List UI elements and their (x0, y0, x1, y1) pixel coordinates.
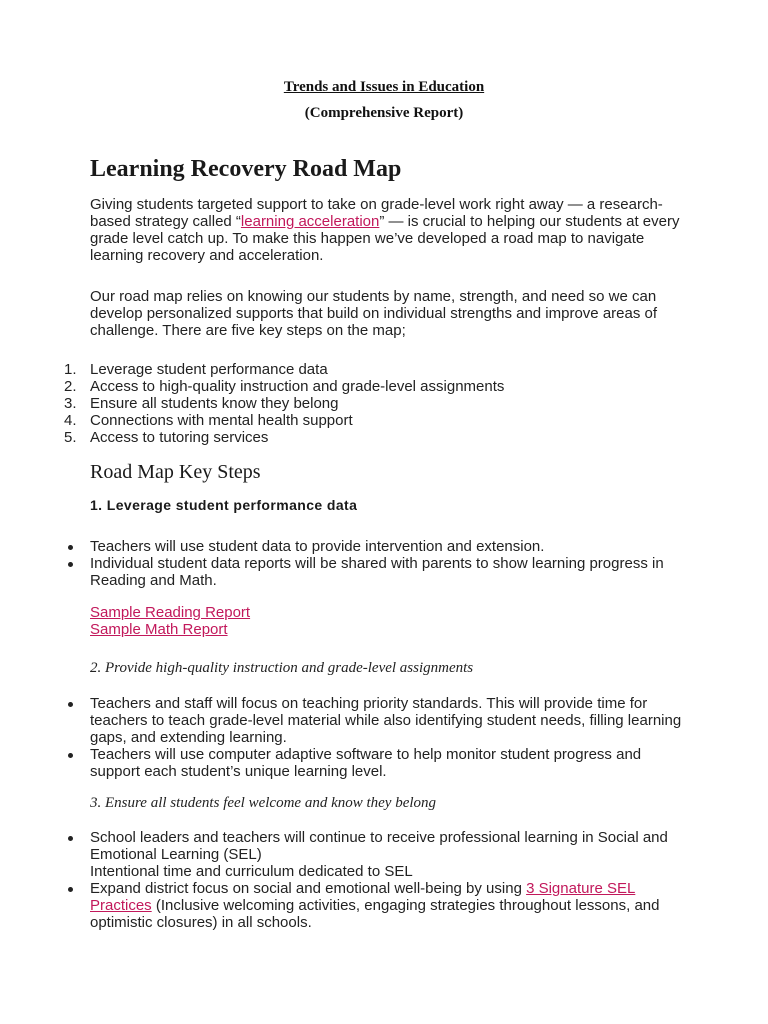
section-1-heading: 1. Leverage student performance data (90, 497, 358, 513)
key-steps-heading: Road Map Key Steps (90, 461, 261, 483)
intro-text-before: Giving students targeted support to take on grade-level work right away — a research-based strategy called “ (90, 196, 663, 230)
list-item (0, 378, 700, 395)
signature-sel-practices-link[interactable]: 3 Signature SEL Practices (90, 880, 636, 914)
bullet-icon (68, 702, 73, 707)
bullet-text: Teachers will use student data to provide intervention and extension. (90, 538, 545, 555)
bullet-text: Teachers and staff will focus on teaching priority standards. This will provide time for teachers to teach grade-level material while also identifying student needs, filling learning gaps, and extending learning. (90, 695, 682, 746)
sample-math-report-link[interactable]: Sample Math Report (90, 621, 228, 638)
bullet-text-before: Expand district focus on social and emotional well-being by using (90, 880, 527, 897)
list-item-text: Ensure all students know they belong (90, 395, 339, 412)
list-number: 1. (64, 361, 77, 378)
intro-paragraph-1 (90, 196, 690, 264)
bullet-item (0, 538, 690, 555)
bullet-icon (68, 887, 73, 892)
bullet-text: Teachers will use computer adaptive software to help monitor student progress and support each student’s unique learning level. (90, 746, 642, 780)
bullet-item (0, 880, 690, 931)
bullet-icon (68, 836, 73, 841)
bullet-item (0, 555, 690, 589)
section-3-bullets (0, 829, 700, 931)
bullet-text-line-2: Intentional time and curriculum dedicated to SEL (90, 863, 413, 880)
bullet-item (0, 829, 690, 880)
list-item (0, 395, 700, 412)
bullet-icon (68, 545, 73, 550)
bullet-icon (68, 562, 73, 567)
list-item (0, 412, 700, 429)
list-number: 2. (64, 378, 77, 395)
section-2-heading: 2. Provide high-quality instruction and grade-level assignments (90, 660, 474, 676)
report-header-title: Trends and Issues in Education (283, 79, 485, 95)
bullet-icon (68, 753, 73, 758)
bullet-item (0, 695, 690, 746)
bullet-item (0, 746, 690, 780)
list-item-text: Access to high-quality instruction and grade-level assignments (90, 378, 505, 395)
list-item-text: Access to tutoring services (90, 429, 269, 446)
section-1-bullets (0, 538, 700, 589)
page-title: Learning Recovery Road Map (90, 156, 402, 182)
report-header-subtitle: (Comprehensive Report) (304, 105, 464, 121)
bullet-text: School leaders and teachers will continue to receive professional learning in Social and Emotional Learning (SEL) (90, 829, 668, 863)
section-2-bullets (0, 695, 700, 780)
sample-reading-report-link[interactable]: Sample Reading Report (90, 604, 251, 621)
list-item-text: Connections with mental health support (90, 412, 353, 429)
sample-report-links (90, 604, 250, 638)
list-item (0, 429, 700, 446)
learning-acceleration-link[interactable]: learning acceleration (240, 213, 380, 230)
list-item (0, 361, 700, 378)
list-item-text: Leverage student performance data (90, 361, 328, 378)
bullet-text-after: (Inclusive welcoming activities, engaging strategies throughout lessons, and optimistic closures) in all schools. (90, 897, 660, 931)
list-number: 3. (64, 395, 77, 412)
intro-text-after: ” — is crucial to helping our students at every grade level catch up. To make this happen we’ve developed a road map to navigate learning recovery and acceleration. (90, 213, 680, 264)
intro-paragraph-2: Our road map relies on knowing our students by name, strength, and need so we can develop personalized supports that build on individual strengths and improve areas of challenge. There are five key steps on the map; (90, 288, 658, 339)
list-number: 5. (64, 429, 77, 446)
key-steps-list (0, 361, 700, 446)
bullet-text: Individual student data reports will be shared with parents to show learning progress in Reading and Math. (90, 555, 664, 589)
list-number: 4. (64, 412, 77, 429)
section-3-heading: 3. Ensure all students feel welcome and know they belong (90, 795, 437, 811)
